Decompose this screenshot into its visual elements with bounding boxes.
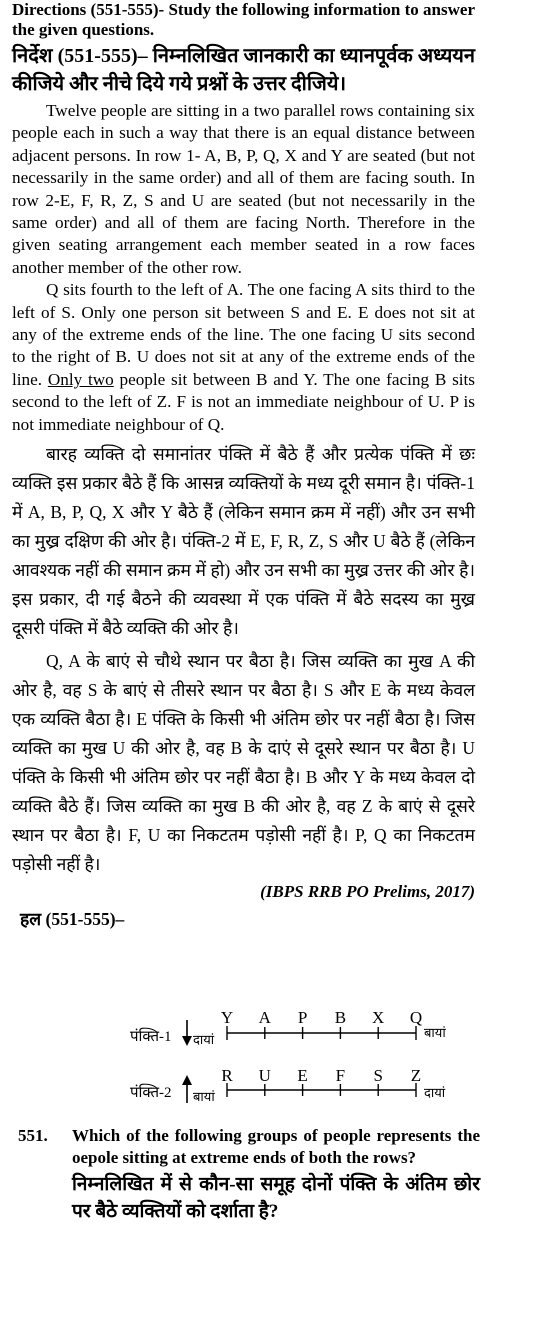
row2-arrow-head <box>182 1075 192 1085</box>
row2-left-side: बायां <box>193 1089 215 1104</box>
row1-seat-a: A <box>258 1008 271 1027</box>
question-number: 551. <box>18 1126 48 1145</box>
seating-diagram <box>0 993 533 1115</box>
source-citation: (IBPS RRB PO Prelims, 2017) <box>260 882 475 902</box>
row1-seat-y: Y <box>220 1008 234 1027</box>
row1-seat-p: P <box>297 1008 308 1027</box>
question-hindi: निम्नलिखित में से कौन-सा समूह दोनों पंक्ति के अंतिम छोर पर बैठे व्यक्तियों को दर्शाता है? <box>72 1174 480 1222</box>
row2-label: पंक्ति-2 <box>130 1085 172 1101</box>
passage-hindi-para-2: Q, A के बाएं से चौथे स्थान पर बैठा है। जिस व्यक्ति का मुख A की ओर है, वह S के बाएं से तीसरे स्थान पर बैठा है। S और E के मध्य केवल एक व्यक्ति बैठा है। E पंक्ति के किसी भी अंतिम छोर पर नहीं बैठा है। जिस व्यक्ति का मुख U की ओर है, वह B के दाएं से दूसरे स्थान पर बैठा है। U पंक्ति के किसी भी अंतिम छोर पर नहीं बैठा है। B और Y के मध्य केवल दो व्यक्ति बैठे हैं। जिस व्यक्ति का मुख B की ओर है, वह Z के बाएं से दूसरे स्थान पर बैठा है। F, U का निकटतम पड़ोसी नहीं है। P, Q का निकटतम पड़ोसी नहीं है। <box>12 651 475 875</box>
row2-seats <box>221 1066 421 1096</box>
row2-seat-z: Z <box>410 1066 422 1085</box>
row2-seat-s: S <box>373 1066 383 1085</box>
document-page <box>12 0 475 931</box>
row1-right-side: बायां <box>424 1025 446 1040</box>
row1-left-side: दायां <box>193 1032 215 1047</box>
row2-seat-u: U <box>258 1066 271 1085</box>
row1-seat-x: X <box>372 1008 385 1027</box>
passage-english-para-2 <box>12 279 475 436</box>
question-english: Which of the following groups of people represents the oepole sitting at extreme ends of both the rows? <box>72 1126 480 1167</box>
directions-english: Directions (551-555)- Study the following information to answer the given questions. <box>12 0 475 39</box>
directions-hindi: निर्देश (551-555)– निम्नलिखित जानकारी का ध्यानपूर्वक अध्ययन कीजिये और नीचे दिये गये प्रश्नों के उत्तर दीजिये। <box>12 45 475 95</box>
row1-label: पंक्ति-1 <box>130 1029 172 1045</box>
row2-seat-r: R <box>221 1066 233 1085</box>
row2-seat-e: E <box>297 1066 308 1085</box>
row1-seats <box>221 1008 422 1039</box>
passage-english-para-2-part-2: people sit between B and Y. The one facing B sits second to the left of Z. F is not an immediate neighbour of U. P is not immediate neighbour of Q. <box>12 369 475 434</box>
question-551 <box>18 1125 480 1225</box>
row1-arrow-head <box>182 1036 192 1046</box>
row2-right-side: दायां <box>424 1085 446 1100</box>
passage-english-para-2-underlined: Only two <box>47 369 114 389</box>
passage-english-para-1: Twelve people are sitting in a two parallel rows containing six people each in such a way that there is an equal distance between adjacent persons. In row 1- A, B, P, Q, X and Y are seated (but not necessarily in the same order) and all of them are facing south. In row 2-E, F, R, Z, S and U are seated (but not necessarily in the same order) and all of them are facing North. Therefore in the given seating arrangement each member seated in a row faces another member of the other row. <box>12 101 475 277</box>
solution-heading: हल (551-555)– <box>20 909 125 930</box>
row1-seat-q: Q <box>409 1008 423 1027</box>
passage-hindi-para-1: बारह व्यक्ति दो समानांतर पंक्ति में बैठे हैं और प्रत्येक पंक्ति में छः व्यक्ति इस प्रकार बैठे हैं कि आसन्न व्यक्तियों के मध्य दूरी समान है। पंक्ति-1 में A, B, P, Q, X और Y बैठे हैं (लेकिन समान क्रम में नहीं) और उन सभी का मुख्र दक्षिण की ओर है। पंक्ति-2 में E, F, R, Z, S और U बैठे हैं (लेकिन आवश्यक नहीं की समान क्रम में हो) और उन सभी का मुख्र उत्तर की ओर है। इस प्रकार, दी गई बैठने की व्यवस्था में एक पंक्ति में बैठे सदस्य का मुख्र दूसरी पंक्ति में बैठे व्यक्ति की ओर है। <box>12 444 475 639</box>
row2-seat-f: F <box>335 1066 346 1085</box>
row1-seat-b: B <box>334 1008 347 1027</box>
passage-english-para-2-part-1: Q sits fourth to the left of A. The one facing A sits third to the left of S. Only one person sit between S and E. E does not sit at any of the extreme ends of the line. The one facing U sits second to the right of B. U does not sit at any of the extreme ends of the line. <box>12 280 475 389</box>
